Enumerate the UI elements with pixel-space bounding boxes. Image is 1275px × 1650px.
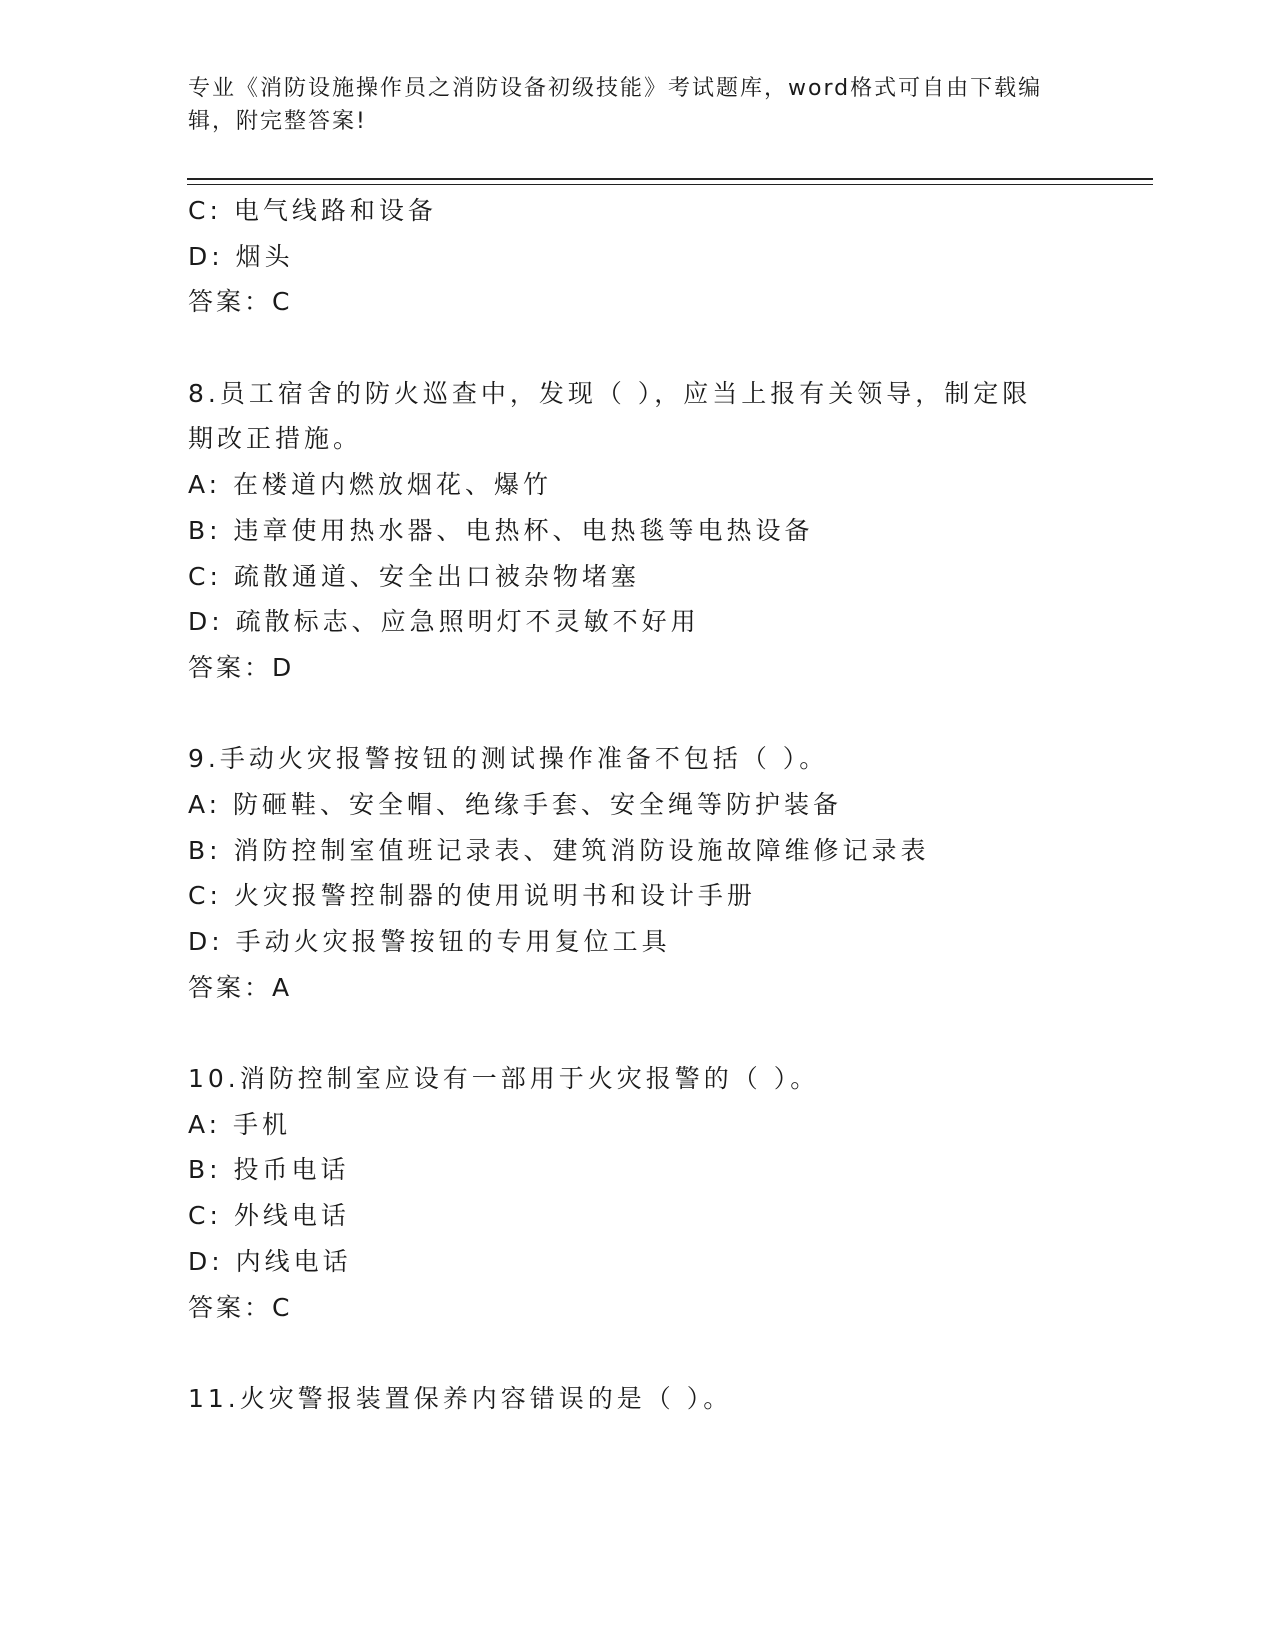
question-line: 8.员工宿舍的防火巡查中，发现（ ），应当上报有关领导，制定限	[188, 378, 1032, 408]
question-line: 10.消防控制室应设有一部用于火灾报警的（ ）。	[188, 1064, 820, 1094]
question-line: D: 手动火灾报警按钮的专用复位工具	[188, 927, 671, 956]
question-line: D: 疏散标志、应急照明灯不灵敏不好用	[188, 607, 700, 637]
spacer	[188, 1330, 1088, 1376]
question-line: C: 疏散通道、安全出口被杂物堵塞	[188, 561, 640, 591]
question-line: C: 电气线路和设备	[188, 196, 437, 225]
header-divider-thin	[187, 184, 1153, 185]
question-line: D: 内线电话	[188, 1246, 352, 1276]
question-line: D: 烟头	[188, 241, 294, 271]
answer-line: 答案：A	[188, 972, 293, 1002]
spacer	[188, 691, 1088, 737]
question-line: 9.手动火灾报警按钮的测试操作准备不包括（ ）。	[188, 744, 829, 774]
question-content	[188, 188, 1088, 1422]
question-line: B: 消防控制室值班记录表、建筑消防设施故障维修记录表	[188, 835, 930, 865]
question-line: 期改正措施。	[188, 424, 363, 454]
header-divider-thick	[187, 178, 1153, 180]
question-line: A: 防砸鞋、安全帽、绝缘手套、安全绳等防护装备	[188, 789, 843, 819]
document-header: 专业《消防设施操作员之消防设备初级技能》考试题库，word格式可自由下载编辑，附完整答案!	[188, 76, 1043, 134]
spacer	[188, 1010, 1088, 1056]
question-line: 11.火灾警报装置保养内容错误的是（ ）。	[188, 1383, 733, 1413]
question-line: A: 手机	[188, 1109, 292, 1139]
question-line: C: 外线电话	[188, 1201, 350, 1231]
question-line: C: 火灾报警控制器的使用说明书和设计手册	[188, 881, 756, 911]
question-line: A: 在楼道内燃放烟花、爆竹	[188, 470, 553, 500]
question-line: B: 投币电话	[188, 1155, 350, 1185]
answer-line: 答案：D	[188, 652, 295, 682]
answer-line: 答案：C	[188, 287, 293, 317]
question-line: B: 违章使用热水器、电热杯、电热毯等电热设备	[188, 515, 814, 545]
spacer	[188, 325, 1088, 371]
answer-line: 答案：C	[188, 1292, 293, 1322]
